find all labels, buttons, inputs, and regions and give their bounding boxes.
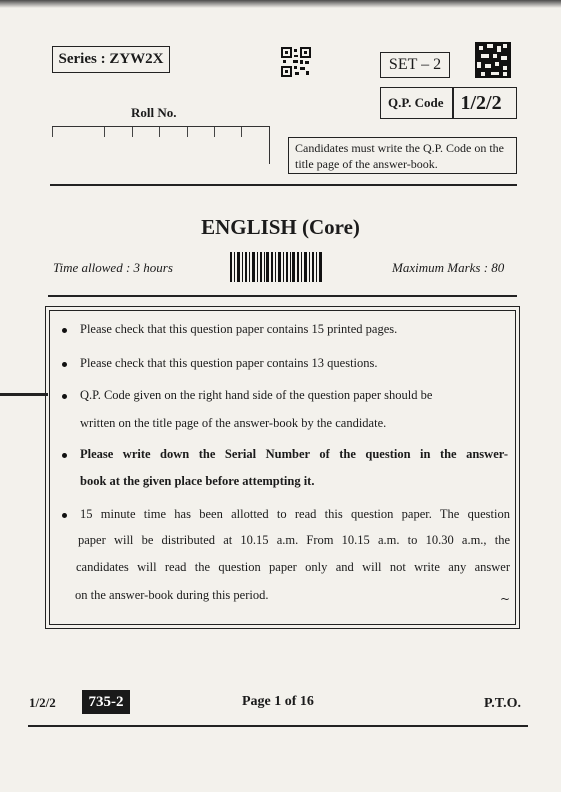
bullet-icon bbox=[62, 453, 67, 458]
divider-line bbox=[48, 295, 517, 297]
instruction-line: on the answer-book during this period. bbox=[75, 588, 269, 602]
roll-tick bbox=[214, 127, 215, 137]
roll-tick bbox=[187, 127, 188, 137]
bullet-icon bbox=[62, 513, 67, 518]
instruction-line: Please write down the Serial Number of the question in the answer- bbox=[80, 447, 508, 461]
pto-label: P.T.O. bbox=[484, 696, 521, 711]
divider-line bbox=[50, 184, 517, 186]
qr-code-small bbox=[281, 47, 311, 77]
maximum-marks: Maximum Marks : 80 bbox=[392, 260, 505, 275]
instruction-line: 15 minute time has been allotted to read this question paper. The question bbox=[80, 507, 510, 521]
qp-code-value: 1/2/2 bbox=[460, 91, 502, 114]
paper-title: ENGLISH (Core) bbox=[201, 215, 360, 239]
instructions-box bbox=[45, 306, 520, 629]
roll-tick bbox=[241, 127, 242, 137]
datamatrix-code bbox=[473, 40, 513, 80]
bullet-icon bbox=[62, 328, 67, 333]
bullet-icon bbox=[62, 394, 67, 399]
instruction-line: book at the given place before attempting it. bbox=[80, 474, 315, 488]
roll-tick bbox=[52, 127, 53, 137]
candidate-note: Candidates must write the Q.P. Code on the title page of the answer-book. bbox=[288, 137, 517, 174]
roll-no-end bbox=[269, 126, 270, 164]
instruction-line: Q.P. Code given on the right hand side of the question paper should be bbox=[80, 388, 433, 402]
bullet-icon bbox=[62, 362, 67, 367]
tilde-mark: ~ bbox=[500, 592, 511, 606]
instruction-line: Please check that this question paper contains 15 printed pages. bbox=[80, 322, 398, 336]
footer-divider bbox=[28, 725, 528, 727]
instructions-inner bbox=[49, 310, 516, 625]
margin-mark bbox=[0, 393, 48, 396]
instruction-line: Please check that this question paper contains 13 questions. bbox=[80, 356, 378, 370]
instruction-line: written on the title page of the answer-book by the candidate. bbox=[80, 416, 387, 430]
footer-qp-code: 1/2/2 bbox=[29, 695, 56, 710]
page-number: Page 1 of 16 bbox=[242, 694, 314, 709]
set-box: SET – 2 bbox=[380, 52, 450, 78]
roll-no-line bbox=[52, 126, 270, 127]
page-shadow bbox=[0, 0, 561, 8]
qp-code-label: Q.P. Code bbox=[388, 95, 444, 110]
roll-tick bbox=[132, 127, 133, 137]
time-allowed: Time allowed : 3 hours bbox=[53, 260, 173, 275]
series-box: Series : ZYW2X bbox=[52, 46, 170, 73]
roll-no-label: Roll No. bbox=[131, 105, 177, 120]
instruction-line: paper will be distributed at 10.15 a.m. From 10.15 a.m. to 10.30 a.m., the bbox=[78, 533, 510, 547]
roll-tick bbox=[159, 127, 160, 137]
barcode bbox=[230, 252, 322, 282]
qp-code-box bbox=[380, 87, 517, 119]
instruction-line: candidates will read the question paper only and will not write any answer bbox=[76, 560, 510, 574]
roll-tick bbox=[104, 127, 105, 137]
footer-badge: 735-2 bbox=[82, 690, 130, 714]
